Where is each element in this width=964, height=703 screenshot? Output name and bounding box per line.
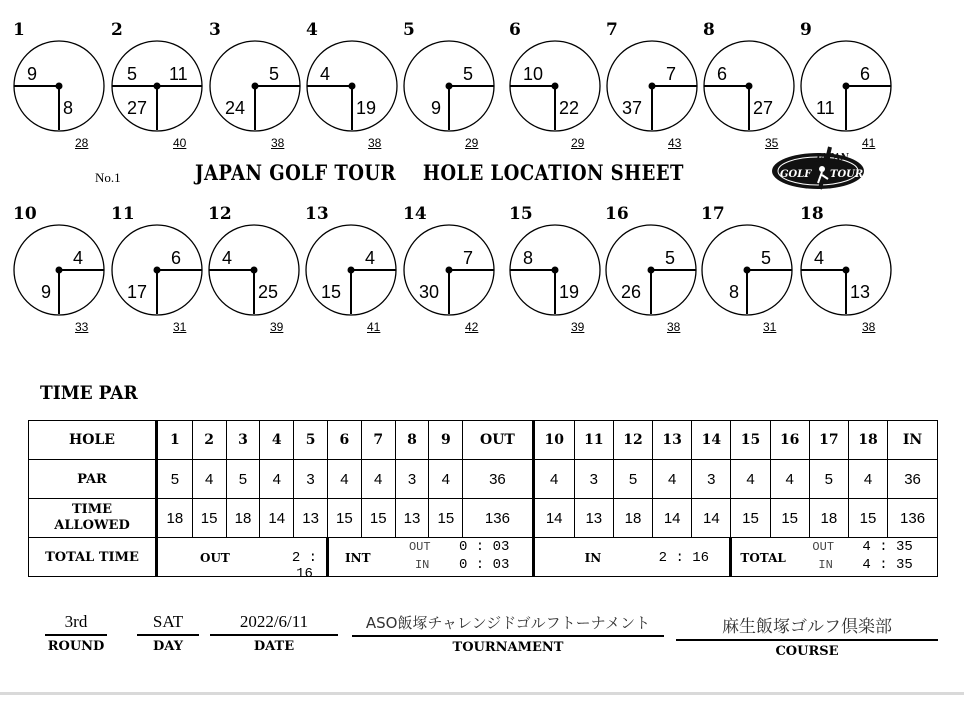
hole-cell: 8 [395, 421, 429, 460]
hole-cell: 5 [294, 421, 328, 460]
pin-marker [154, 267, 161, 274]
pin-marker [349, 83, 356, 90]
green-diagram [13, 204, 113, 324]
date-value: 2022/6/11 [210, 612, 338, 636]
pin-distance-right: 4 [73, 248, 84, 268]
hole-diagram-12 [208, 204, 308, 334]
par-row [29, 460, 938, 499]
par-cell: 3 [395, 460, 429, 499]
japan-golf-tour-logo [770, 145, 866, 191]
pin-marker [446, 83, 453, 90]
hole-cell: 9 [429, 421, 463, 460]
round-caption: ROUND [47, 639, 105, 654]
pin-distance-from-front: 19 [356, 98, 377, 118]
total-out-time: 4 : 35 [862, 539, 913, 555]
pin-distance-right: 5 [761, 248, 772, 268]
hole-diagram-13 [305, 204, 405, 334]
total-grand-cell [731, 538, 938, 577]
green-depth: 41 [367, 320, 381, 334]
par-cell: 36 [463, 460, 533, 499]
pin-distance-from-front: 25 [258, 282, 279, 302]
tournament-caption: TOURNAMENT [452, 640, 564, 655]
pin-distance-from-front: 30 [419, 282, 440, 302]
par-cell: 4 [260, 460, 294, 499]
hole-number: 5 [403, 20, 415, 40]
pin-distance-left: 4 [222, 248, 233, 268]
pin-marker [552, 83, 559, 90]
logo-text-japan: JAPAN [816, 153, 849, 163]
time-allowed-cell: 18 [157, 499, 193, 538]
hole-cell: 4 [260, 421, 294, 460]
green-diagram [111, 204, 211, 324]
green-depth: 39 [270, 320, 284, 334]
hole-number: 8 [703, 20, 715, 40]
hole-diagram-7 [606, 20, 706, 150]
hole-cell: 13 [653, 421, 692, 460]
time-allowed-cell: 15 [192, 499, 226, 538]
pin-distance-right: 4 [365, 248, 376, 268]
footer-tournament [352, 612, 664, 655]
green-depth: 33 [75, 320, 89, 334]
pin-marker [746, 83, 753, 90]
par-cell: 3 [574, 460, 613, 499]
par-cell: 5 [226, 460, 260, 499]
pin-marker [649, 83, 656, 90]
hole-cell: 1 [157, 421, 193, 460]
hole-cell: 11 [574, 421, 613, 460]
time-allowed-cell: 136 [463, 499, 533, 538]
pin-distance-from-front: 17 [127, 282, 148, 302]
time-allowed-cell: 15 [361, 499, 395, 538]
pin-marker [843, 267, 850, 274]
pin-distance-right: 5 [665, 248, 676, 268]
time-allowed-cell: 15 [731, 499, 770, 538]
int-out-label: OUT [408, 540, 431, 554]
green-diagram [403, 20, 503, 140]
sheet-title: JAPAN GOLF TOUR HOLE LOCATION SHEET [195, 160, 684, 185]
hole-row [29, 421, 938, 460]
int-in-time: 0 : 03 [458, 557, 510, 573]
time-allowed-cell: 14 [692, 499, 731, 538]
total-time-row [29, 538, 938, 577]
par-cell: 4 [429, 460, 463, 499]
hole-diagram-11 [111, 204, 211, 334]
hole-number: 17 [701, 204, 725, 224]
par-cell: 5 [809, 460, 848, 499]
green-depth: 38 [271, 136, 285, 150]
footer-day [137, 612, 199, 654]
pin-distance-from-front: 9 [41, 282, 52, 302]
day-value: SAT [137, 612, 199, 636]
sheet-number: No.1 [95, 170, 121, 185]
hole-cell: 16 [770, 421, 809, 460]
logo-text-golf: GOLF [780, 169, 812, 180]
date-caption: DATE [253, 639, 295, 654]
pin-distance-from-front: 8 [729, 282, 740, 302]
time-allowed-cell: 136 [888, 499, 938, 538]
out-time: 2 : 16 [291, 550, 318, 582]
pin-marker [251, 267, 258, 274]
green-depth: 31 [173, 320, 187, 334]
green-depth: 40 [173, 136, 187, 150]
green-depth: 38 [368, 136, 382, 150]
hole-number: 13 [305, 204, 329, 224]
hole-diagram-1 [13, 20, 113, 150]
time-allowed-row [29, 499, 938, 538]
time-allowed-cell: 13 [294, 499, 328, 538]
pin-distance-left: 10 [523, 64, 544, 84]
hole-number: 16 [605, 204, 629, 224]
pin-distance-right: 5 [463, 64, 474, 84]
pin-distance-left: 9 [27, 64, 38, 84]
hole-diagram-18 [800, 204, 900, 334]
total-in-label: IN [818, 558, 833, 572]
hole-number: 14 [403, 204, 427, 224]
pin-distance-from-front: 27 [753, 98, 774, 118]
total-int-cell [327, 538, 533, 577]
green-depth: 41 [862, 136, 876, 150]
green-diagram [305, 204, 405, 324]
green-depth: 43 [668, 136, 682, 150]
green-depth: 42 [465, 320, 479, 334]
pin-distance-right: 6 [860, 64, 871, 84]
pin-marker [56, 267, 63, 274]
pin-distance-from-front: 27 [127, 98, 148, 118]
in-time: 2 : 16 [658, 550, 710, 566]
hole-diagram-9 [800, 20, 900, 150]
hole-header: HOLE [29, 421, 157, 460]
green-depth: 31 [763, 320, 777, 334]
total-label: TOTAL [740, 551, 786, 565]
round-value: 3rd [45, 612, 107, 636]
hole-number: 4 [306, 20, 318, 40]
pin-distance-left: 4 [320, 64, 331, 84]
hole-cell: IN [888, 421, 938, 460]
par-cell: 3 [294, 460, 328, 499]
pin-distance-from-front: 22 [559, 98, 580, 118]
hole-number: 11 [111, 204, 135, 224]
green-diagram [701, 204, 801, 324]
total-time-header: TOTAL TIME [29, 538, 157, 577]
pin-distance-from-front: 9 [431, 98, 442, 118]
pin-distance-from-front: 24 [225, 98, 246, 118]
time-allowed-cell: 14 [260, 499, 294, 538]
time-allowed-cell: 14 [533, 499, 574, 538]
hole-number: 9 [800, 20, 812, 40]
pin-distance-right: 5 [269, 64, 280, 84]
hole-number: 1 [13, 20, 25, 40]
par-cell: 4 [770, 460, 809, 499]
footer-course [676, 612, 938, 659]
hole-number: 3 [209, 20, 221, 40]
par-cell: 5 [613, 460, 652, 499]
total-out-cell [157, 538, 328, 582]
green-diagram [606, 20, 706, 140]
pin-marker [648, 267, 655, 274]
par-cell: 36 [888, 460, 938, 499]
time-allowed-cell: 18 [613, 499, 652, 538]
hole-cell: 15 [731, 421, 770, 460]
hole-diagram-8 [703, 20, 803, 150]
hole-diagram-2 [111, 20, 211, 150]
pin-distance-from-front: 15 [321, 282, 342, 302]
pin-marker [348, 267, 355, 274]
green-depth: 39 [571, 320, 585, 334]
hole-number: 6 [509, 20, 521, 40]
green-diagram [209, 20, 309, 140]
green-diagram [605, 204, 705, 324]
par-cell: 4 [653, 460, 692, 499]
time-allowed-cell: 14 [653, 499, 692, 538]
pin-distance-from-front: 37 [622, 98, 643, 118]
time-par-table [28, 420, 938, 582]
hole-cell: 3 [226, 421, 260, 460]
pin-distance-from-front: 13 [850, 282, 871, 302]
hole-number: 18 [800, 204, 824, 224]
page-bottom-border [0, 692, 964, 695]
hole-diagram-3 [209, 20, 309, 150]
green-depth: 28 [75, 136, 89, 150]
hole-diagram-17 [701, 204, 801, 334]
total-out-label: OUT [812, 540, 835, 554]
int-in-label: IN [414, 558, 430, 572]
time-allowed-cell: 15 [770, 499, 809, 538]
green-diagram [111, 20, 211, 140]
time-label: TIME [71, 502, 113, 517]
pin-distance-left: 5 [127, 64, 138, 84]
par-cell: 4 [533, 460, 574, 499]
hole-cell: 17 [809, 421, 848, 460]
allowed-label: ALLOWED [54, 518, 130, 533]
hole-cell: 7 [361, 421, 395, 460]
hole-number: 2 [111, 20, 123, 40]
hole-cell: 10 [533, 421, 574, 460]
hole-diagram-14 [403, 204, 503, 334]
hole-diagram-16 [605, 204, 705, 334]
tournament-value: ASO飯塚チャレンジドゴルフトーナメント [352, 612, 664, 637]
in-label: IN [584, 551, 602, 565]
hole-number: 7 [606, 20, 618, 40]
green-depth: 29 [465, 136, 479, 150]
par-cell: 4 [848, 460, 887, 499]
hole-cell: 6 [327, 421, 361, 460]
pin-marker [843, 83, 850, 90]
pin-marker [446, 267, 453, 274]
hole-diagram-15 [509, 204, 609, 334]
pin-distance-right: 11 [169, 64, 188, 84]
hole-diagram-4 [306, 20, 406, 150]
pin-distance-left: 8 [523, 248, 534, 268]
green-diagram [403, 204, 503, 324]
par-cell: 4 [327, 460, 361, 499]
time-allowed-cell: 13 [395, 499, 429, 538]
pin-distance-right: 7 [463, 248, 474, 268]
pin-distance-from-front: 11 [816, 98, 835, 118]
pin-distance-left: 6 [717, 64, 728, 84]
footer-date [210, 612, 338, 654]
green-depth: 35 [765, 136, 779, 150]
par-cell: 3 [692, 460, 731, 499]
time-allowed-cell: 13 [574, 499, 613, 538]
pin-distance-right: 6 [171, 248, 182, 268]
footer-round [45, 612, 107, 654]
par-cell: 4 [731, 460, 770, 499]
pin-marker [552, 267, 559, 274]
course-value: 麻生飯塚ゴルフ倶楽部 [676, 612, 938, 641]
total-in-cell [533, 538, 731, 577]
hole-cell: 2 [192, 421, 226, 460]
green-depth: 29 [571, 136, 585, 150]
pin-distance-left: 4 [814, 248, 825, 268]
pin-distance-from-front: 8 [63, 98, 74, 118]
par-cell: 4 [192, 460, 226, 499]
logo-text-tour: TOUR [830, 169, 864, 180]
par-cell: 4 [361, 460, 395, 499]
pin-marker [744, 267, 751, 274]
hole-number: 15 [509, 204, 533, 224]
time-allowed-cell: 15 [848, 499, 887, 538]
hole-diagram-5 [403, 20, 503, 150]
green-depth: 38 [862, 320, 876, 334]
pin-marker [252, 83, 259, 90]
par-cell: 5 [157, 460, 193, 499]
time-allowed-cell: 15 [327, 499, 361, 538]
out-label: OUT [200, 551, 230, 565]
pin-distance-from-front: 26 [621, 282, 642, 302]
time-par-title: TIME PAR [40, 382, 138, 404]
hole-diagram-6 [509, 20, 609, 150]
time-allowed-header [29, 499, 157, 538]
total-in-time: 4 : 35 [862, 557, 913, 573]
day-caption: DAY [153, 639, 183, 654]
pin-distance-right: 7 [666, 64, 677, 84]
hole-number: 12 [208, 204, 232, 224]
pin-marker [56, 83, 63, 90]
time-allowed-cell: 15 [429, 499, 463, 538]
pin-distance-from-front: 19 [559, 282, 580, 302]
hole-cell: 12 [613, 421, 652, 460]
hole-cell: 18 [848, 421, 887, 460]
green-depth: 38 [667, 320, 681, 334]
time-allowed-cell: 18 [226, 499, 260, 538]
time-allowed-cell: 18 [809, 499, 848, 538]
int-label: INT [344, 551, 371, 565]
par-header: PAR [29, 460, 157, 499]
hole-cell: OUT [463, 421, 533, 460]
hole-cell: 14 [692, 421, 731, 460]
green-diagram [800, 20, 900, 140]
hole-number: 10 [13, 204, 37, 224]
hole-diagram-10 [13, 204, 113, 334]
int-out-time: 0 : 03 [458, 539, 510, 555]
course-caption: COURSE [775, 644, 839, 659]
pin-marker [154, 83, 161, 90]
